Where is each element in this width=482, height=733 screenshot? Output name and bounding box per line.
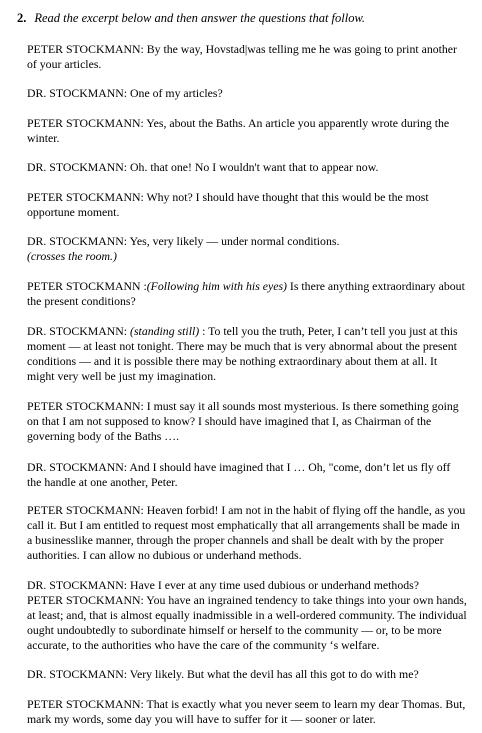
excerpt-paragraph: PETER STOCKMANN: I must say it all sounds most mysterious. Is there something going on that I am not supposed to know? I should have imagined that I, as Chairman of the governing body of the Baths …. xyxy=(27,399,459,443)
question-heading xyxy=(17,10,365,26)
excerpt-paragraph: PETER STOCKMANN: Why not? I should have thought that this would be the most opportune moment. xyxy=(27,190,429,219)
question-number: 2. xyxy=(17,11,27,25)
excerpt-paragraph: PETER STOCKMANN: Yes, about the Baths. An article you apparently wrote during the winter. xyxy=(27,116,450,145)
excerpt-paragraph: DR. STOCKMANN: One of my articles? xyxy=(27,86,223,100)
excerpt-paragraph: DR. STOCKMANN: Oh. that one! No I wouldn't want that to appear now. xyxy=(27,160,379,174)
excerpt-paragraph: PETER STOCKMANN :(Following him with his eyes) Is there anything extraordinary about the present conditions? xyxy=(27,279,465,308)
stage-direction: (standing still) xyxy=(130,324,200,338)
excerpt-paragraph: PETER STOCKMANN: You have an ingrained tendency to take things into your own hands, at least; and, that is almost equally inadmissible in a well-ordered community. The individual ought undoubtedly to subordinate himself or herself to the community — or, to be more accurate, to the authorities who have the care of the community ‘s welfare. xyxy=(27,593,467,652)
excerpt-paragraph: DR. STOCKMANN: Have I ever at any time used dubious or underhand methods? xyxy=(27,578,419,592)
excerpt-paragraph: DR. STOCKMANN: Very likely. But what the devil has all this got to do with me? xyxy=(27,667,419,681)
excerpt-paragraph: DR. STOCKMANN: Yes, very likely — under normal conditions. (crosses the room.) xyxy=(27,234,467,264)
excerpt-paragraph: DR. STOCKMANN: And I should have imagined that I … Oh, "come, don’t let us fly off the handle at one another, Peter. xyxy=(27,460,451,489)
excerpt-paragraph: PETER STOCKMANN: By the way, Hovstad|was telling me he was going to print another of your articles. xyxy=(27,42,457,71)
stage-direction: (Following him with his eyes) xyxy=(146,279,287,293)
stage-direction: (crosses the room.) xyxy=(27,249,117,263)
excerpt-paragraph: PETER STOCKMANN: That is exactly what you never seem to learn my dear Thomas. But, mark my words, some day you will have to suffer for it — sooner or later. xyxy=(27,697,466,726)
excerpt-paragraph: DR. STOCKMANN: (standing still) : To tell you the truth, Peter, I can’t tell you just at this moment — at least not tonight. There may be much that is very abnormal about the present conditions — and it is possible there may be nothing extraordinary about them at all. It might very well be just my imagination. xyxy=(27,324,458,383)
question-instruction: Read the excerpt below and then answer the questions that follow. xyxy=(34,11,365,25)
excerpt-paragraph: PETER STOCKMANN: Heaven forbid! I am not in the habit of flying off the handle, as you call it. But I am entitled to request most emphatically that all arrangements shall be made in a businesslike manner, through the proper channels and shall be dealt with by the proper authorities. I can allow no dubious or underhand methods. xyxy=(27,503,466,562)
